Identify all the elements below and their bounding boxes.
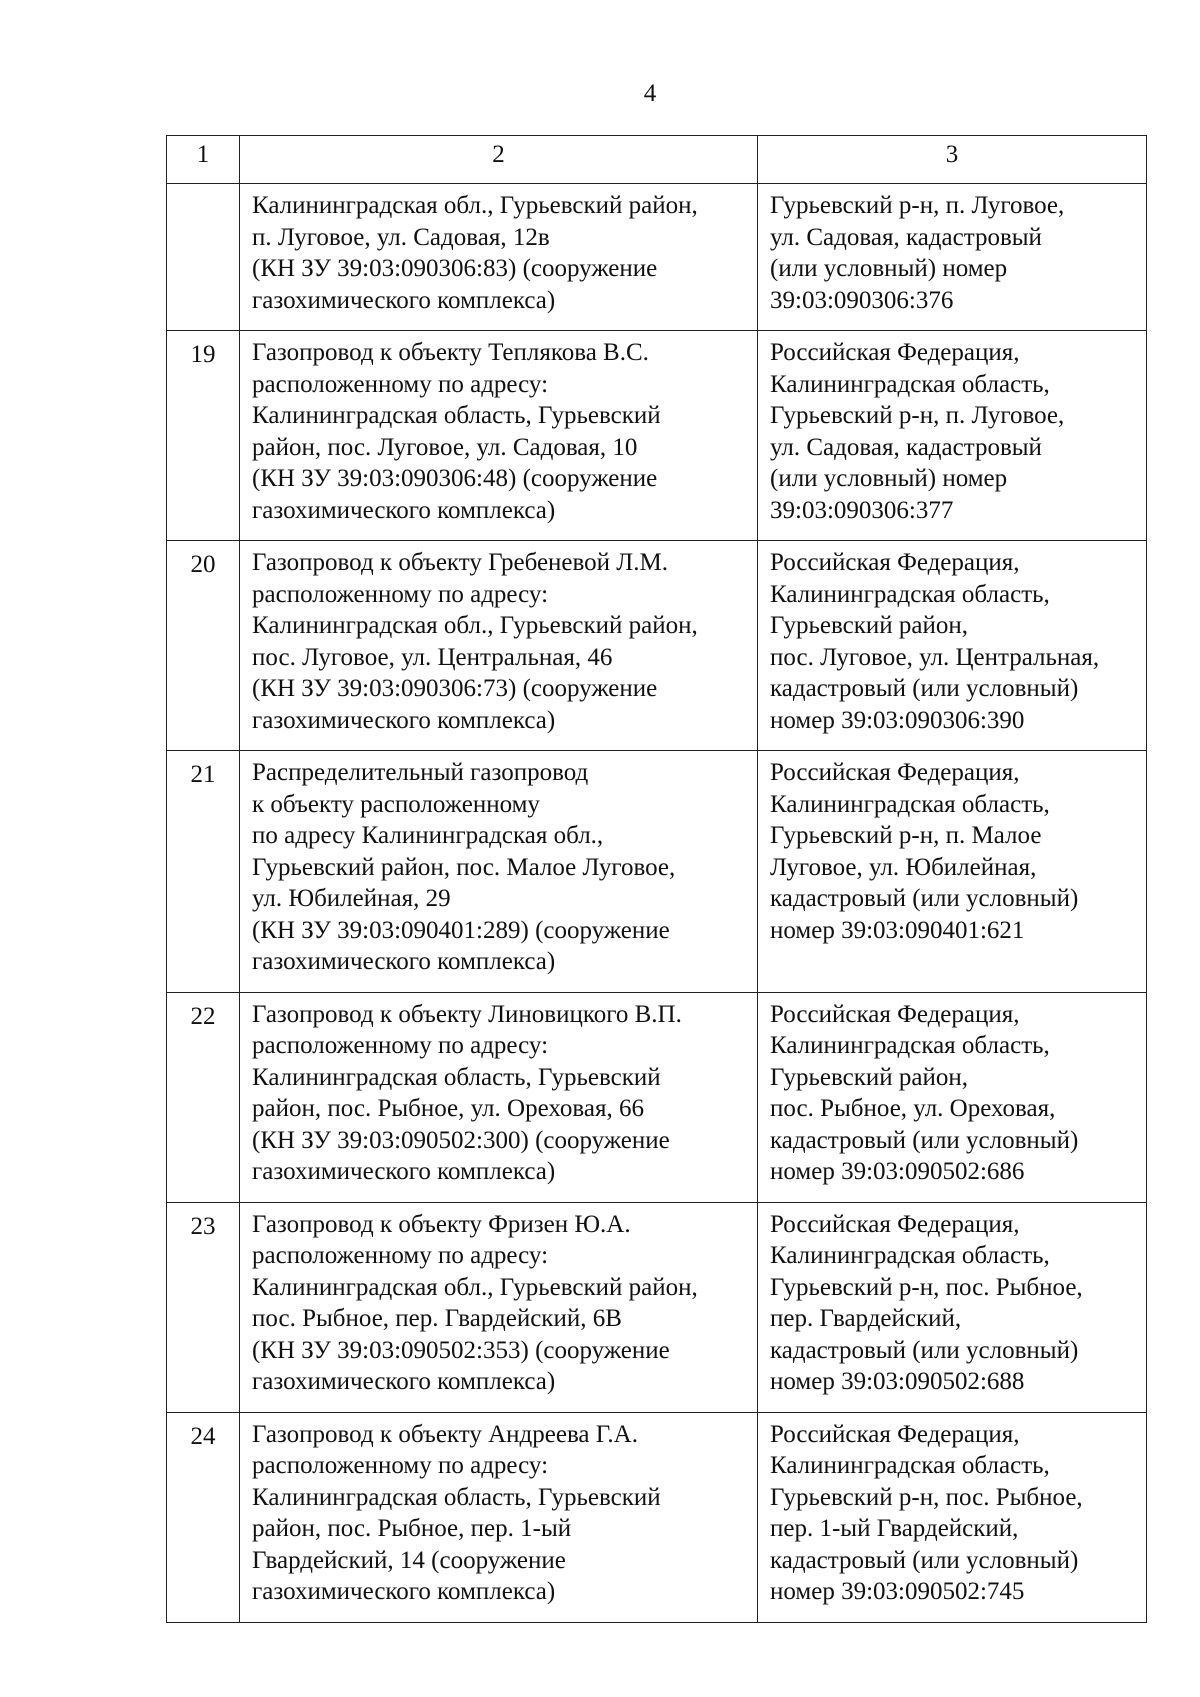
object-description-line: газохимического комплекса): [252, 1368, 556, 1395]
object-description: [240, 1412, 758, 1622]
objects-table: [166, 135, 1147, 1623]
table-row: [167, 184, 1147, 331]
location-description-line: Калининградская область,: [770, 1032, 1050, 1059]
object-description-line: расположенному по адресу:: [252, 580, 549, 608]
object-description-line: Газопровод к объекту Андреева Г.А.: [252, 1420, 638, 1448]
object-description: [240, 992, 758, 1202]
location-description-line: Российская Федерация,: [770, 339, 1020, 366]
object-description-line: Газопровод к объекту Фризен Ю.А.: [252, 1210, 631, 1238]
location-description-line: номер 39:03:090502:688: [770, 1368, 1025, 1395]
location-description-line: пос. Рыбное, ул. Ореховая,: [770, 1095, 1056, 1122]
location-description-line: (или условный) номер: [770, 465, 1008, 492]
object-description-line: Калининградская обл., Гурьевский район,: [252, 612, 698, 639]
location-description: [758, 992, 1147, 1202]
object-description-line: (КН ЗУ 39:03:090306:83) (сооружение: [252, 255, 658, 282]
location-description-line: номер 39:03:090401:621: [770, 916, 1025, 944]
object-description-line: пос. Рыбное, пер. Гвардейский, 6В: [252, 1305, 622, 1332]
location-description: [758, 751, 1147, 993]
location-description-line: Гурьевский р-н, п. Малое: [770, 822, 1042, 849]
location-description-line: 39:03:090306:377: [770, 496, 954, 524]
location-description-line: Российская Федерация,: [770, 1000, 1020, 1028]
object-description-line: расположенному по адресу:: [252, 370, 549, 398]
object-description-line: газохимического комплекса): [252, 1158, 556, 1185]
object-description-line: газохимического комплекса): [252, 496, 556, 524]
object-description-line: Газопровод к объекту Гребеневой Л.М.: [252, 549, 668, 576]
location-description-line: кадастровый (или условный): [770, 675, 1079, 702]
object-description-line: расположенному по адресу:: [252, 1242, 549, 1269]
object-description-line: Газопровод к объекту Линовицкого В.П.: [252, 1000, 682, 1028]
object-description-line: к объекту расположенному: [252, 790, 540, 818]
table-row: [167, 1202, 1147, 1412]
object-description-line: газохимического комплекса): [252, 1578, 556, 1605]
object-description-line: Калининградская область, Гурьевский: [252, 1063, 661, 1091]
object-description-line: ул. Юбилейная, 29: [252, 885, 451, 912]
location-description: [758, 184, 1147, 331]
location-description-line: Гурьевский р-н, п. Луговое,: [770, 192, 1065, 219]
location-description-line: пер. Гвардейский,: [770, 1305, 962, 1332]
object-description-line: Гурьевский район, пос. Малое Луговое,: [252, 853, 676, 881]
object-description-line: район, пос. Рыбное, ул. Ореховая, 66: [252, 1095, 644, 1122]
location-description-line: Калининградская область,: [770, 790, 1050, 818]
location-description: [758, 541, 1147, 751]
object-description: [240, 751, 758, 993]
object-description: [240, 331, 758, 541]
location-description: [758, 331, 1147, 541]
object-description-line: газохимического комплекса): [252, 706, 556, 734]
table-row: [167, 751, 1147, 993]
location-description-line: кадастровый (или условный): [770, 1546, 1079, 1574]
object-description-line: Распределительный газопровод: [252, 759, 589, 786]
location-description-line: Калининградская область,: [770, 1242, 1050, 1269]
location-description-line: Гурьевский район,: [770, 612, 969, 639]
table-row: [167, 992, 1147, 1202]
object-description-line: пос. Луговое, ул. Центральная, 46: [252, 643, 613, 671]
table-row: [167, 1412, 1147, 1622]
location-description-line: ул. Садовая, кадастровый: [770, 433, 1042, 461]
location-description-line: номер 39:03:090502:686: [770, 1158, 1025, 1185]
table-row: [167, 331, 1147, 541]
location-description-line: пер. 1-ый Гвардейский,: [770, 1515, 1019, 1542]
header-cell-1: 1: [167, 136, 240, 184]
location-description-line: Гурьевский р-н, пос. Рыбное,: [770, 1483, 1083, 1511]
object-description: [240, 541, 758, 751]
location-description: [758, 1412, 1147, 1622]
location-description-line: ул. Садовая, кадастровый: [770, 223, 1042, 251]
object-description-line: газохимического комплекса): [252, 948, 556, 975]
location-description-line: Российская Федерация,: [770, 549, 1020, 576]
location-description-line: Гурьевский р-н, п. Луговое,: [770, 402, 1065, 429]
object-description-line: Газопровод к объекту Теплякова В.С.: [252, 339, 649, 366]
location-description-line: номер 39:03:090306:390: [770, 706, 1025, 734]
object-description-line: Калининградская область, Гурьевский: [252, 402, 661, 429]
object-description-line: п. Луговое, ул. Садовая, 12в: [252, 223, 550, 251]
object-description-line: (КН ЗУ 39:03:090502:353) (сооружение: [252, 1336, 670, 1364]
object-description-line: Калининградская обл., Гурьевский район,: [252, 192, 698, 219]
object-description-line: (КН ЗУ 39:03:090306:48) (сооружение: [252, 465, 658, 492]
location-description-line: кадастровый (или условный): [770, 885, 1079, 912]
location-description-line: (или условный) номер: [770, 255, 1008, 282]
object-description-line: по адресу Калининградская обл.,: [252, 822, 604, 849]
object-description-line: (КН ЗУ 39:03:090502:300) (сооружение: [252, 1126, 670, 1154]
location-description-line: Калининградская область,: [770, 1452, 1050, 1479]
location-description-line: Луговое, ул. Юбилейная,: [770, 853, 1037, 881]
location-description-line: пос. Луговое, ул. Центральная,: [770, 643, 1100, 671]
object-description: [240, 184, 758, 331]
object-description-line: район, пос. Рыбное, пер. 1-ый: [252, 1515, 572, 1542]
table-row: [167, 541, 1147, 751]
location-description-line: 39:03:090306:376: [770, 286, 954, 314]
object-description-line: Калининградская обл., Гурьевский район,: [252, 1273, 698, 1301]
location-description-line: Калининградская область,: [770, 580, 1050, 608]
table-body: [167, 184, 1147, 1623]
location-description-line: Калининградская область,: [770, 370, 1050, 398]
location-description-line: Российская Федерация,: [770, 1210, 1020, 1238]
row-number: 20: [167, 541, 240, 751]
table-header: [167, 136, 1147, 184]
row-number: 21: [167, 751, 240, 993]
row-number: 24: [167, 1412, 240, 1622]
object-description-line: (КН ЗУ 39:03:090306:73) (сооружение: [252, 675, 658, 702]
row-number: 22: [167, 992, 240, 1202]
object-description-line: газохимического комплекса): [252, 286, 556, 314]
location-description-line: кадастровый (или условный): [770, 1336, 1079, 1364]
location-description-line: кадастровый (или условный): [770, 1126, 1079, 1154]
object-description-line: Калининградская область, Гурьевский: [252, 1483, 661, 1511]
object-description-line: Гвардейский, 14 (сооружение: [252, 1546, 566, 1574]
location-description-line: Гурьевский р-н, пос. Рыбное,: [770, 1273, 1083, 1301]
location-description-line: номер 39:03:090502:745: [770, 1578, 1025, 1605]
row-number: [167, 184, 240, 331]
header-row: [167, 136, 1147, 184]
object-description: [240, 1202, 758, 1412]
object-description-line: (КН ЗУ 39:03:090401:289) (сооружение: [252, 916, 670, 944]
location-description-line: Российская Федерация,: [770, 1420, 1020, 1448]
row-number: 19: [167, 331, 240, 541]
object-description-line: расположенному по адресу:: [252, 1032, 549, 1059]
location-description: [758, 1202, 1147, 1412]
object-description-line: расположенному по адресу:: [252, 1452, 549, 1479]
header-cell-2: 2: [240, 136, 758, 184]
row-number: 23: [167, 1202, 240, 1412]
header-cell-3: 3: [758, 136, 1147, 184]
location-description-line: Российская Федерация,: [770, 759, 1020, 786]
location-description-line: Гурьевский район,: [770, 1063, 969, 1091]
object-description-line: район, пос. Луговое, ул. Садовая, 10: [252, 433, 638, 461]
page-number: 4: [643, 80, 657, 107]
